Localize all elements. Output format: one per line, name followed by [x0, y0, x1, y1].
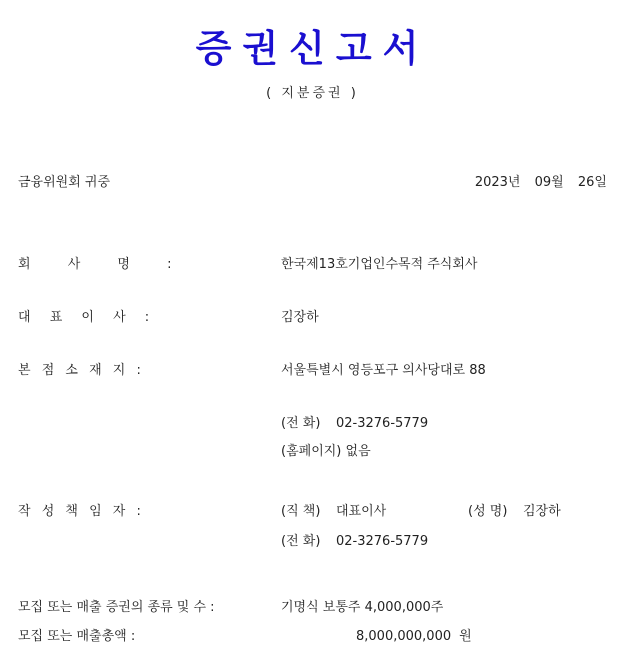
- preparer-label: 작 성 책 임 자 :: [18, 504, 141, 519]
- position-label: (직 책): [281, 504, 321, 519]
- total-amount-value: [356, 625, 472, 644]
- head-office-homepage: [281, 440, 371, 459]
- securities-type-value: 기명식 보통주 4,000,000주: [281, 600, 444, 615]
- phone-value: 02-3276-5779: [336, 534, 429, 549]
- date-day: 26일: [577, 175, 607, 190]
- company-name-value: 한국제13호기업인수목적 주식회사: [281, 257, 478, 272]
- head-office-phone: [281, 412, 428, 431]
- amount-number: 8,000,000,000: [356, 629, 452, 644]
- preparer-position: [281, 500, 386, 519]
- position-value: 대표이사: [336, 504, 387, 519]
- head-office-label: 본 점 소 재 지 :: [18, 363, 141, 378]
- head-office-value: 서울특별시 영등포구 의사당대로 88: [281, 363, 486, 378]
- amount-unit: 원: [459, 629, 472, 644]
- phone-label: (전 화): [281, 416, 321, 431]
- document-title: 증권신고서: [195, 26, 430, 70]
- total-amount-label: 모집 또는 매출총액 :: [18, 629, 136, 644]
- phone-label: (전 화): [281, 534, 321, 549]
- filing-date: [475, 171, 607, 190]
- ceo-label: 대 표 이 사 :: [18, 310, 150, 325]
- addressee: 금융위원회 귀중: [18, 175, 111, 190]
- date-month: 09월: [534, 175, 564, 190]
- preparer-name: [468, 500, 561, 519]
- name-label: (성 명): [468, 504, 508, 519]
- homepage-label: (홈페이지): [281, 444, 342, 459]
- phone-value: 02-3276-5779: [336, 416, 429, 431]
- ceo-value: 김장하: [281, 310, 319, 325]
- name-value: 김장하: [523, 504, 561, 519]
- homepage-value: 없음: [345, 444, 371, 459]
- securities-type-label: 모집 또는 매출 증권의 종류 및 수 :: [18, 600, 215, 615]
- document-subtitle: ( 지분증권 ): [266, 86, 359, 101]
- company-name-label: 회 사 명 :: [18, 257, 172, 272]
- preparer-phone: [281, 530, 428, 549]
- date-year: 2023년: [474, 175, 521, 190]
